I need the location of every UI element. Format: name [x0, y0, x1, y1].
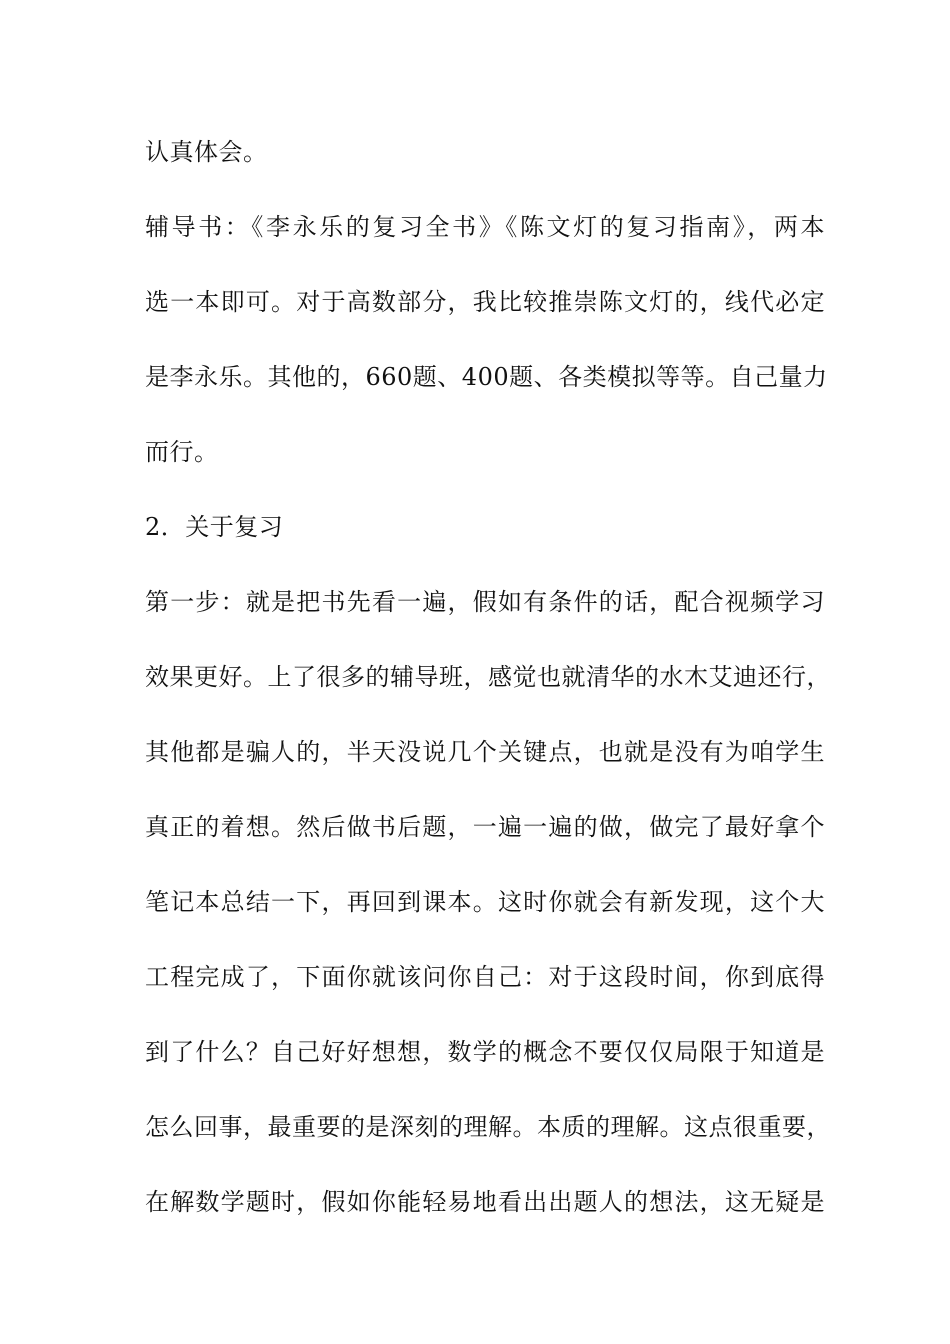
text-line: 工程完成了，下面你就该问你自己：对于这段时间，你到底得: [145, 963, 825, 991]
text-line: 是李永乐。其他的，660题、400题、各类模拟等等。自己量力: [145, 363, 828, 391]
text-line: 而行。: [145, 438, 219, 466]
text-line: 怎么回事，最重要的是深刻的理解。本质的理解。这点很重要，: [145, 1113, 831, 1141]
text-line: 选一本即可。对于高数部分，我比较推崇陈文灯的，线代必定: [145, 288, 825, 316]
text-line: 笔记本总结一下，再回到课本。这时你就会有新发现，这个大: [145, 888, 825, 916]
text-line: 辅导书：《李永乐的复习全书》《陈文灯的复习指南》，两本: [145, 213, 825, 241]
section-heading: 2．关于复习: [145, 513, 284, 541]
text-line: 在解数学题时，假如你能轻易地看出出题人的想法，这无疑是: [145, 1188, 825, 1216]
text-line: 其他都是骗人的，半天没说几个关键点，也就是没有为咱学生: [145, 738, 825, 766]
text-line: 认真体会。: [145, 138, 268, 166]
text-line: 第一步：就是把书先看一遍，假如有条件的话，配合视频学习: [145, 588, 825, 616]
text-line: 真正的着想。然后做书后题，一遍一遍的做，做完了最好拿个: [145, 813, 825, 841]
text-line: 到了什么？自己好好想想，数学的概念不要仅仅局限于知道是: [145, 1038, 825, 1066]
text-line: 效果更好。上了很多的辅导班，感觉也就清华的水木艾迪还行，: [145, 663, 831, 691]
body-text: [145, 128, 831, 1253]
